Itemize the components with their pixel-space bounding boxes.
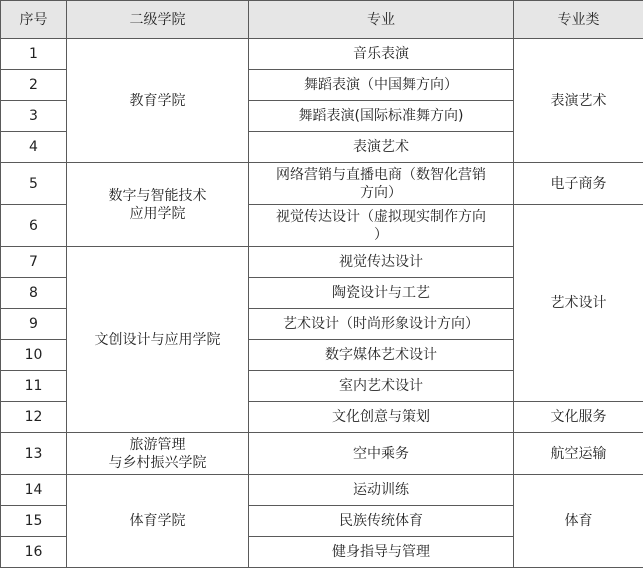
row-number: 8: [1, 278, 67, 309]
major-cell: 舞蹈表演(国际标准舞方向): [249, 101, 514, 132]
table-row: [1, 475, 643, 506]
college-cell: 文创设计与应用学院: [67, 247, 249, 433]
major-cell: 文化创意与策划: [249, 402, 514, 433]
major-cell: 艺术设计（时尚形象设计方向）: [249, 309, 514, 340]
table-row: [1, 163, 643, 205]
header-category: 专业类: [514, 1, 643, 39]
major-cell: 运动训练: [249, 475, 514, 506]
college-cell: 数字与智能技术 应用学院: [67, 163, 249, 247]
category-cell: 航空运输: [514, 433, 643, 475]
row-number: 10: [1, 340, 67, 371]
major-cell: 舞蹈表演（中国舞方向）: [249, 70, 514, 101]
college-cell: 体育学院: [67, 475, 249, 568]
row-number: 16: [1, 537, 67, 568]
major-cell: 室内艺术设计: [249, 371, 514, 402]
major-cell: 陶瓷设计与工艺: [249, 278, 514, 309]
major-cell: 健身指导与管理: [249, 537, 514, 568]
category-cell: 电子商务: [514, 163, 643, 205]
major-cell: 视觉传达设计: [249, 247, 514, 278]
table-row: [1, 433, 643, 475]
header-college: 二级学院: [67, 1, 249, 39]
header-number: 序号: [1, 1, 67, 39]
row-number: 4: [1, 132, 67, 163]
header-row: [1, 1, 643, 39]
major-cell: 视觉传达设计（虚拟现实制作方向 ）: [249, 205, 514, 247]
major-cell: 网络营销与直播电商（数智化营销 方向）: [249, 163, 514, 205]
row-number: 9: [1, 309, 67, 340]
major-cell: 音乐表演: [249, 39, 514, 70]
major-cell: 表演艺术: [249, 132, 514, 163]
table-row: [1, 39, 643, 70]
category-cell: 体育: [514, 475, 643, 568]
college-cell: 教育学院: [67, 39, 249, 163]
major-cell: 民族传统体育: [249, 506, 514, 537]
category-cell: 表演艺术: [514, 39, 643, 163]
row-number: 1: [1, 39, 67, 70]
major-cell: 数字媒体艺术设计: [249, 340, 514, 371]
category-cell: 文化服务: [514, 402, 643, 433]
row-number: 12: [1, 402, 67, 433]
major-cell: 空中乘务: [249, 433, 514, 475]
row-number: 6: [1, 205, 67, 247]
row-number: 7: [1, 247, 67, 278]
row-number: 3: [1, 101, 67, 132]
row-number: 5: [1, 163, 67, 205]
college-cell: 旅游管理 与乡村振兴学院: [67, 433, 249, 475]
row-number: 11: [1, 371, 67, 402]
row-number: 15: [1, 506, 67, 537]
header-major: 专业: [249, 1, 514, 39]
category-cell: 艺术设计: [514, 205, 643, 402]
row-number: 2: [1, 70, 67, 101]
row-number: 14: [1, 475, 67, 506]
row-number: 13: [1, 433, 67, 475]
